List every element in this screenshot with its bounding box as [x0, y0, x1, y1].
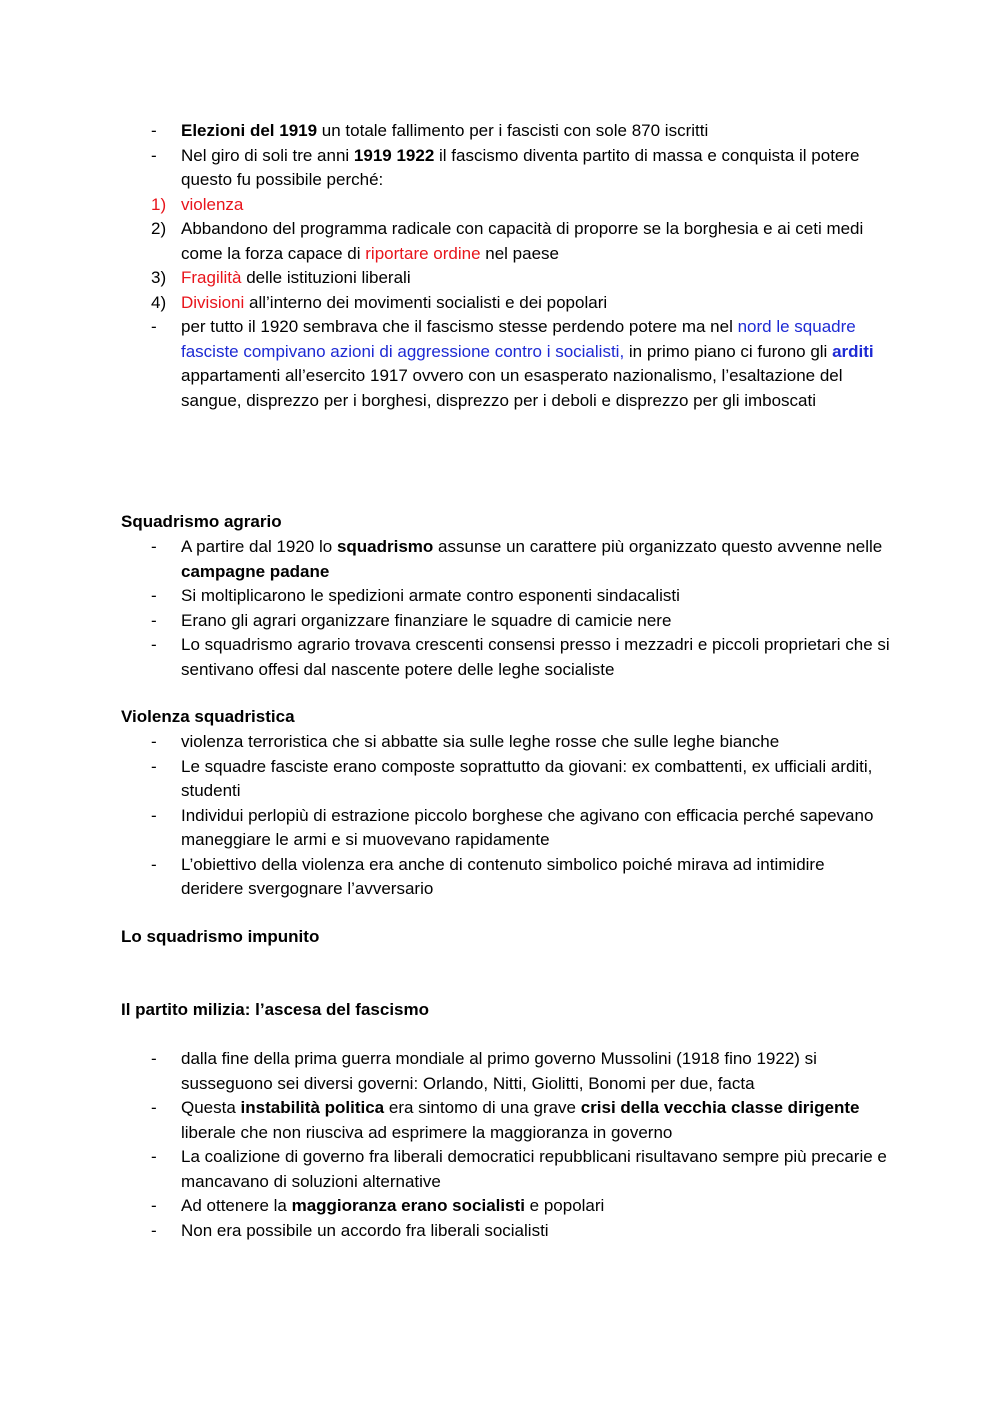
partito-milizia-list	[0, 1047, 1000, 1243]
text-run: instabilità politica	[240, 1098, 385, 1117]
item-text	[181, 586, 680, 605]
text-run: liberale che non riusciva ad esprimere la maggioranza in governo	[181, 1122, 673, 1142]
list-item	[0, 291, 891, 316]
text-run: 1919 1922	[353, 145, 435, 165]
list-marker: -	[151, 145, 157, 165]
text-run: violenza	[181, 194, 244, 214]
list-marker: 4)	[151, 292, 167, 312]
text-run: maggioranza erano socialisti	[291, 1196, 525, 1215]
text-run: il fascismo diventa partito di massa e conquista il potere questo fu possibile perché:	[181, 145, 860, 189]
text-run: Si moltiplicarono le spedizioni armate contro esponenti sindacalisti	[181, 586, 680, 605]
item-text	[181, 121, 708, 140]
heading-squadrismo-impunito: Lo squadrismo impunito	[121, 927, 320, 946]
list-marker: -	[151, 805, 157, 825]
item-text	[181, 146, 860, 190]
text-run: violenza terroristica che si abbatte sia sulle leghe rosse che sulle leghe bianche	[181, 732, 780, 751]
text-run: crisi della vecchia classe dirigente	[580, 1098, 860, 1117]
list-item	[0, 853, 891, 902]
item-text	[181, 1049, 817, 1093]
text-run: La coalizione di governo fra liberali democratici repubblicani risultavano sempre più precarie e mancavano di soluzioni alternative	[181, 1147, 887, 1191]
text-run: Elezioni del 1919	[181, 121, 318, 140]
item-text	[181, 611, 671, 630]
text-run: nel paese	[480, 243, 559, 263]
text-run: A partire dal 1920 lo	[181, 537, 337, 556]
text-run: Nel giro di soli tre anni	[181, 145, 354, 165]
text-run: assunse un carattere più organizzato questo avvenne nelle	[433, 537, 883, 556]
list-marker: -	[151, 586, 157, 605]
item-text	[181, 317, 874, 410]
text-run: Le squadre fasciste erano composte soprattutto da giovani: ex combattenti, ex ufficiali arditi, studenti	[181, 756, 873, 800]
item-text	[181, 293, 607, 312]
list-item	[0, 804, 891, 853]
item-text	[181, 635, 890, 679]
list-item	[0, 1219, 891, 1244]
list-item	[0, 584, 891, 609]
list-item	[0, 315, 891, 413]
list-marker: -	[151, 1098, 157, 1117]
item-text	[181, 195, 243, 214]
list-item	[0, 1145, 891, 1194]
text-run: Lo squadrismo agrario trovava crescenti consensi presso i mezzadri e piccoli proprietari che si sentivano offesi dal nascente potere delle leghe socialiste	[181, 635, 890, 679]
item-text	[181, 732, 779, 751]
text-run: Questa	[181, 1098, 241, 1117]
text-run: un totale fallimento per i fascisti con sole 870 iscritti	[317, 121, 709, 140]
heading-violenza-squadristica: Violenza squadristica	[121, 707, 295, 726]
text-run: Erano gli agrari organizzare finanziare le squadre di camicie nere	[181, 610, 672, 630]
list-marker: -	[151, 1196, 157, 1215]
list-marker: -	[151, 635, 157, 654]
item-text	[181, 855, 825, 899]
list-item	[0, 1047, 891, 1096]
text-run: campagne padane	[181, 561, 330, 581]
item-text	[181, 1196, 604, 1215]
list-item	[0, 119, 891, 144]
text-run: nord le squadre fasciste compivano azioni di aggressione contro i socialisti,	[181, 317, 856, 361]
list-marker: -	[151, 610, 157, 630]
text-run: Non era possibile un accordo fra liberali socialisti	[181, 1220, 549, 1240]
heading-squadrismo-agrario: Squadrismo agrario	[121, 512, 282, 531]
list-marker: -	[151, 756, 157, 776]
text-run: in primo piano ci furono gli	[624, 341, 833, 361]
list-marker: -	[151, 1049, 157, 1068]
text-run: Individui perlopiù di estrazione piccolo borghese che agivano con efficacia perché sapevano maneggiare le armi e si muovevano rapidamente	[181, 805, 874, 849]
text-run: Ad ottenere la	[181, 1196, 292, 1215]
list-marker: -	[151, 1147, 157, 1166]
text-run: arditi	[832, 341, 874, 361]
item-text	[181, 806, 873, 850]
list-marker: -	[151, 732, 157, 751]
text-run: Fragilità	[181, 268, 242, 287]
list-item	[0, 609, 891, 634]
list-marker: -	[151, 854, 157, 874]
list-marker: 2)	[151, 219, 167, 238]
heading-partito-milizia: Il partito milizia: l’ascesa del fascismo	[121, 1000, 430, 1019]
item-text	[181, 1147, 887, 1191]
text-run: squadrismo	[336, 537, 434, 556]
list-item	[0, 217, 891, 266]
item-text	[181, 537, 882, 581]
list-marker: -	[151, 317, 157, 336]
intro-list	[0, 119, 1000, 413]
item-text	[181, 757, 872, 801]
list-item	[0, 1096, 891, 1145]
list-item	[0, 193, 891, 218]
list-marker: 3)	[151, 268, 167, 287]
text-run: L’obiettivo della violenza era anche di contenuto simbolico poiché mirava ad intimidire deridere svergognare l’avversario	[181, 854, 825, 898]
list-item	[0, 144, 891, 193]
list-item	[0, 266, 891, 291]
item-text	[181, 1221, 549, 1240]
item-text	[181, 268, 411, 287]
text-run: delle istituzioni liberali	[241, 268, 411, 287]
list-marker: -	[151, 121, 157, 140]
list-item	[0, 755, 891, 804]
list-item	[0, 633, 891, 682]
list-marker: -	[151, 1220, 157, 1240]
list-item	[0, 730, 891, 755]
text-run: all’interno dei movimenti socialisti e dei popolari	[244, 292, 608, 312]
violenza-squadristica-list	[0, 730, 1000, 902]
text-run: appartamenti all’esercito 1917 ovvero con un esasperato nazionalismo, l’esaltazione del sangue, disprezzo per i borghesi, disprezzo per i deboli e disprezzo per gli imboscati	[181, 366, 843, 410]
item-text	[181, 1098, 859, 1142]
text-run: Divisioni	[181, 292, 245, 312]
list-item	[0, 1194, 891, 1219]
text-run: Abbandono del programma radicale con capacità di proporre se la borghesia e ai ceti medi come la forza capace di	[181, 219, 864, 263]
list-marker: 1)	[151, 194, 167, 214]
text-run: dalla fine della prima guerra mondiale al primo governo Mussolini (1918 fino 1922) si susseguono sei diversi governi: Orlando, Nitti, Giolitti, Bonomi per due, facta	[181, 1049, 817, 1093]
text-run: riportare ordine	[365, 243, 481, 263]
text-run: per tutto il 1920 sembrava che il fascismo stesse perdendo potere ma nel	[181, 317, 738, 336]
list-item	[0, 535, 891, 584]
item-text	[181, 219, 863, 263]
text-run: e popolari	[524, 1196, 605, 1215]
squadrismo-agrario-list	[0, 535, 1000, 682]
text-run: era sintomo di una grave	[384, 1098, 581, 1117]
list-marker: -	[151, 537, 157, 556]
